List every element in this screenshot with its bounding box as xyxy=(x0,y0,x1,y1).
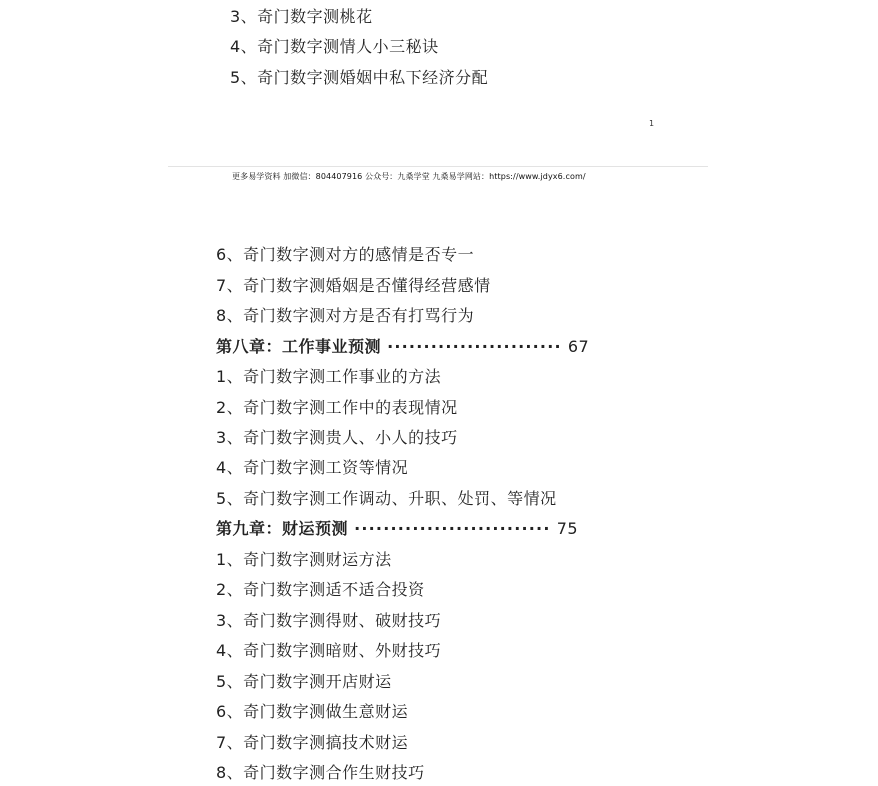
chapter-title: 第八章：工作事业预测 xyxy=(216,337,382,356)
toc-item: 1、奇门数字测工作事业的方法 xyxy=(216,367,442,386)
page-number: 1 xyxy=(649,119,655,128)
toc-chapter-heading xyxy=(216,519,578,539)
toc-item: 3、奇门数字测桃花 xyxy=(230,7,373,26)
toc-chapter-heading xyxy=(216,337,589,357)
toc-item: 2、奇门数字测适不适合投资 xyxy=(216,580,425,599)
toc-item: 7、奇门数字测婚姻是否懂得经营感情 xyxy=(216,276,491,295)
footer-divider xyxy=(168,166,708,167)
toc-item: 5、奇门数字测开店财运 xyxy=(216,672,392,691)
toc-item: 4、奇门数字测工资等情况 xyxy=(216,458,409,477)
toc-item: 3、奇门数字测得财、破财技巧 xyxy=(216,611,442,630)
chapter-title: 第九章：财运预测 xyxy=(216,519,349,538)
leader-dots: ························ xyxy=(387,337,562,356)
toc-item: 6、奇门数字测做生意财运 xyxy=(216,702,409,721)
toc-item: 4、奇门数字测情人小三秘诀 xyxy=(230,37,439,56)
leader-dots: ··························· xyxy=(354,519,551,538)
toc-item: 5、奇门数字测婚姻中私下经济分配 xyxy=(230,68,489,87)
toc-item: 6、奇门数字测对方的感情是否专一 xyxy=(216,245,475,264)
toc-item: 5、奇门数字测工作调动、升职、处罚、等情况 xyxy=(216,489,557,508)
toc-item: 3、奇门数字测贵人、小人的技巧 xyxy=(216,428,458,447)
toc-item: 4、奇门数字测暗财、外财技巧 xyxy=(216,641,442,660)
chapter-page-number: 75 xyxy=(556,519,579,538)
page-footer: 更多易学资料 加微信：804407916 公众号：九桑学堂 九桑易学网站：https://www.jdyx6.com/ xyxy=(232,172,586,181)
toc-item: 7、奇门数字测搞技术财运 xyxy=(216,733,409,752)
toc-item: 2、奇门数字测工作中的表现情况 xyxy=(216,398,458,417)
toc-item: 8、奇门数字测合作生财技巧 xyxy=(216,763,425,782)
toc-item: 8、奇门数字测对方是否有打骂行为 xyxy=(216,306,475,325)
chapter-page-number: 67 xyxy=(567,337,590,356)
toc-item: 1、奇门数字测财运方法 xyxy=(216,550,392,569)
